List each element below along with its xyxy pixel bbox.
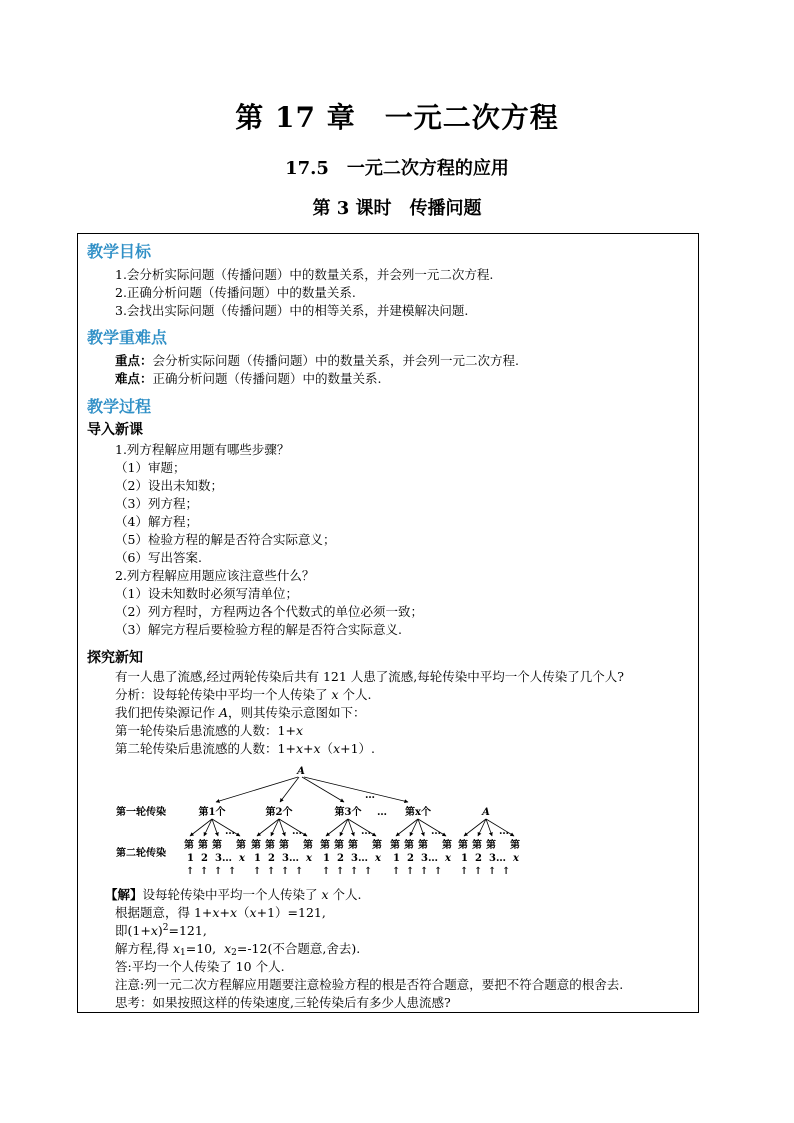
num-label: 2 xyxy=(201,853,208,864)
difficult-point xyxy=(115,370,382,388)
num-label: 1 xyxy=(187,853,194,864)
ord-label: 第 xyxy=(404,840,414,851)
arrow-up: ↑ xyxy=(434,866,443,877)
extra-root: A xyxy=(482,807,490,818)
analysis-line xyxy=(115,686,372,704)
text-part: 设每轮传染中平均一个人传染了 xyxy=(142,887,322,902)
intro-heading: 导入新课 xyxy=(87,422,143,438)
ord-label: 第 xyxy=(212,840,222,851)
text-part: +1）=121, xyxy=(256,905,326,920)
solution-think: 思考：如果按照这样的传染速度,三轮传染后有多少人患流感? xyxy=(115,995,451,1010)
ord-label: 第 xyxy=(236,840,246,851)
arrow-up: ↑ xyxy=(336,866,345,877)
ord-label: 第 xyxy=(334,840,344,851)
var-x: x xyxy=(229,905,238,920)
source-line xyxy=(115,704,366,722)
text-part: （ xyxy=(320,741,334,756)
text-part: 解方程,得 xyxy=(115,941,173,956)
group-ellipsis: … xyxy=(225,826,235,837)
note-item: （2）列方程时，方程两边各个代数式的单位必须一致； xyxy=(115,604,423,619)
var-x: x xyxy=(313,741,321,756)
root-arrows xyxy=(216,777,408,802)
group-x xyxy=(390,819,452,877)
node-2: 第2个 xyxy=(265,807,293,818)
var-x: x xyxy=(249,905,257,920)
ord-label: 第 xyxy=(458,840,468,851)
ord-label: 第 xyxy=(265,840,275,851)
text-part: + xyxy=(303,741,314,756)
process-heading: 教学过程 xyxy=(87,397,152,416)
var-x: x xyxy=(333,741,341,756)
solution-line-3 xyxy=(115,922,207,940)
subscript: 2 xyxy=(231,948,237,958)
solution-line-1 xyxy=(105,886,362,904)
ord-label: 第 xyxy=(348,840,358,851)
difficult-label: 难点： xyxy=(115,371,153,386)
arrow-up: ↑ xyxy=(281,866,290,877)
ord-label: 第 xyxy=(442,840,452,851)
num-label: 2 xyxy=(268,853,275,864)
text-part: ，则其传染示意图如下： xyxy=(228,705,366,720)
row1-label: 第一轮传染 xyxy=(116,807,166,818)
arrow-up: ↑ xyxy=(392,866,401,877)
group-ellipsis: … xyxy=(431,826,441,837)
question-2: 2.列方程解应用题应该注意些什么？ xyxy=(115,568,315,583)
ord-label: 第 xyxy=(251,840,261,851)
lesson-title: 第 3 课时 传播问题 xyxy=(312,198,482,219)
group-a xyxy=(458,819,520,877)
var-x: x xyxy=(212,905,220,920)
group-ellipsis: … xyxy=(499,826,509,837)
objective-item: 2.正确分析问题（传播问题）中的数量关系. xyxy=(115,285,356,300)
arrow-up: ↑ xyxy=(322,866,331,877)
solution-line-4 xyxy=(115,940,360,958)
difficult-text: 正确分析问题（传播问题）中的数量关系. xyxy=(152,371,382,386)
text-part: =-12(不合题意,舍去). xyxy=(236,941,361,956)
arrow-up: ↑ xyxy=(295,866,304,877)
step-item: （2）设出未知数； xyxy=(115,478,223,493)
solution-label: 【解】 xyxy=(105,887,143,902)
diagram-root: A xyxy=(297,766,305,777)
text-part: 第一轮传染后患流感的人数：1+ xyxy=(115,723,296,738)
num-label: x xyxy=(239,853,245,864)
arrow-up: ↑ xyxy=(474,866,483,877)
text-part: 即(1+ xyxy=(115,923,151,938)
arrow-up: ↑ xyxy=(502,866,511,877)
step-item: （6）写出答案. xyxy=(115,550,202,565)
num-label: 2 xyxy=(407,853,414,864)
objective-item: 3.会找出实际问题（传播问题）中的相等关系，并建模解决问题. xyxy=(115,303,469,318)
text-part: + xyxy=(219,905,230,920)
num-label: 3… xyxy=(215,853,232,864)
arrow-up: ↑ xyxy=(364,866,373,877)
subscript: 1 xyxy=(180,948,186,958)
num-label: x xyxy=(445,853,451,864)
text-part: 根据题意，得 1+ xyxy=(115,905,213,920)
num-label: 3… xyxy=(282,853,299,864)
text-part: =10, xyxy=(185,941,217,956)
text-part: +1）. xyxy=(340,741,376,756)
group-1 xyxy=(184,819,246,877)
solution-note: 注意:列一元二次方程解应用题要注意检验方程的根是否符合题意，要把不符合题意的根舍去. xyxy=(115,977,624,992)
num-label: 3… xyxy=(421,853,438,864)
group-ellipsis: … xyxy=(361,826,371,837)
key-text: 会分析实际问题（传播问题）中的数量关系，并会列一元二次方程. xyxy=(152,353,519,368)
arrow-up: ↑ xyxy=(214,866,223,877)
chapter-title: 第 17 章 一元二次方程 xyxy=(235,101,559,134)
num-label: 1 xyxy=(323,853,330,864)
section-title: 17.5 一元二次方程的应用 xyxy=(285,158,509,179)
ord-label: 第 xyxy=(279,840,289,851)
round1-line xyxy=(115,722,303,740)
node-1: 第1个 xyxy=(198,807,226,818)
step-item: （3）列方程； xyxy=(115,496,198,511)
row2-label: 第二轮传染 xyxy=(116,848,166,859)
var-x: x xyxy=(321,887,329,902)
num-label: 2 xyxy=(475,853,482,864)
solution-line-2 xyxy=(115,904,326,922)
group-2 xyxy=(251,819,313,877)
num-label: 1 xyxy=(393,853,400,864)
group-3 xyxy=(320,819,382,877)
arrow-up: ↑ xyxy=(350,866,359,877)
ord-label: 第 xyxy=(184,840,194,851)
key-label: 重点： xyxy=(115,353,153,368)
num-label: x xyxy=(306,853,312,864)
num-label: 1 xyxy=(254,853,261,864)
ord-label: 第 xyxy=(390,840,400,851)
ord-label: 第 xyxy=(510,840,520,851)
note-item: （1）设未知数时必须写清单位； xyxy=(115,586,298,601)
arrow-up: ↑ xyxy=(406,866,415,877)
text-part: 我们把传染源记作 xyxy=(115,705,219,720)
arrow-up: ↑ xyxy=(420,866,429,877)
arrow-up: ↑ xyxy=(267,866,276,877)
step-item: （1）审题； xyxy=(115,460,186,475)
var-x: x xyxy=(295,723,303,738)
arrow-up: ↑ xyxy=(186,866,195,877)
num-label: 2 xyxy=(337,853,344,864)
var-x: x xyxy=(331,687,339,702)
exponent: 2 xyxy=(162,923,169,933)
ellipsis-mid: … xyxy=(377,807,387,818)
ord-label: 第 xyxy=(486,840,496,851)
num-label: 3… xyxy=(489,853,506,864)
text-part: 分析：设每轮传染中平均一个人传染了 xyxy=(115,687,332,702)
var-a: A xyxy=(218,705,229,720)
objective-item: 1.会分析实际问题（传播问题）中的数量关系，并会列一元二次方程. xyxy=(115,267,494,282)
var-x: x xyxy=(224,941,232,956)
num-label: 3… xyxy=(351,853,368,864)
text-part: 个人. xyxy=(338,687,372,702)
text-part: （ xyxy=(237,905,250,920)
num-label: x xyxy=(513,853,519,864)
arrow-up: ↑ xyxy=(488,866,497,877)
content-box xyxy=(77,233,699,1013)
arrow-up: ↑ xyxy=(460,866,469,877)
ord-label: 第 xyxy=(320,840,330,851)
ord-label: 第 xyxy=(372,840,382,851)
objectives-heading: 教学目标 xyxy=(87,242,152,261)
ord-label: 第 xyxy=(303,840,313,851)
text-part: 个人. xyxy=(328,887,362,902)
problem-text: 有一人患了流感,经过两轮传染后共有 121 人患了流感,每轮传染中平均一个人传染了几个人? xyxy=(115,669,624,684)
group-ellipsis: … xyxy=(292,826,302,837)
var-x: x xyxy=(172,941,181,956)
var-x: x xyxy=(295,741,303,756)
arrow-up: ↑ xyxy=(200,866,209,877)
text-part: 第二轮传染后患流感的人数：1+ xyxy=(115,741,296,756)
ord-label: 第 xyxy=(472,840,482,851)
step-item: （5）检验方程的解是否符合实际意义； xyxy=(115,532,336,547)
ellipsis-top: … xyxy=(365,790,375,801)
text-part: =121, xyxy=(168,923,207,938)
ord-label: 第 xyxy=(198,840,208,851)
key-points-heading: 教学重难点 xyxy=(87,328,168,347)
arrow-up: ↑ xyxy=(253,866,262,877)
text-part: ) xyxy=(157,923,163,938)
arrow-up: ↑ xyxy=(228,866,237,877)
solution-line-5: 答:平均一个人传染了 10 个人. xyxy=(115,959,285,974)
question-1: 1.列方程解应用题有哪些步骤？ xyxy=(115,442,290,457)
node-3: 第3个 xyxy=(334,807,362,818)
explore-heading: 探究新知 xyxy=(87,650,143,666)
num-label: 1 xyxy=(461,853,468,864)
var-x: x xyxy=(150,923,158,938)
num-label: x xyxy=(375,853,381,864)
round2-line xyxy=(115,740,375,758)
note-item: （3）解完方程后要检验方程的解是否符合实际意义. xyxy=(115,622,402,637)
ord-label: 第 xyxy=(418,840,428,851)
key-point xyxy=(115,352,519,370)
step-item: （4）解方程； xyxy=(115,514,198,529)
node-x: 第x个 xyxy=(405,807,431,818)
transmission-diagram xyxy=(108,764,548,884)
